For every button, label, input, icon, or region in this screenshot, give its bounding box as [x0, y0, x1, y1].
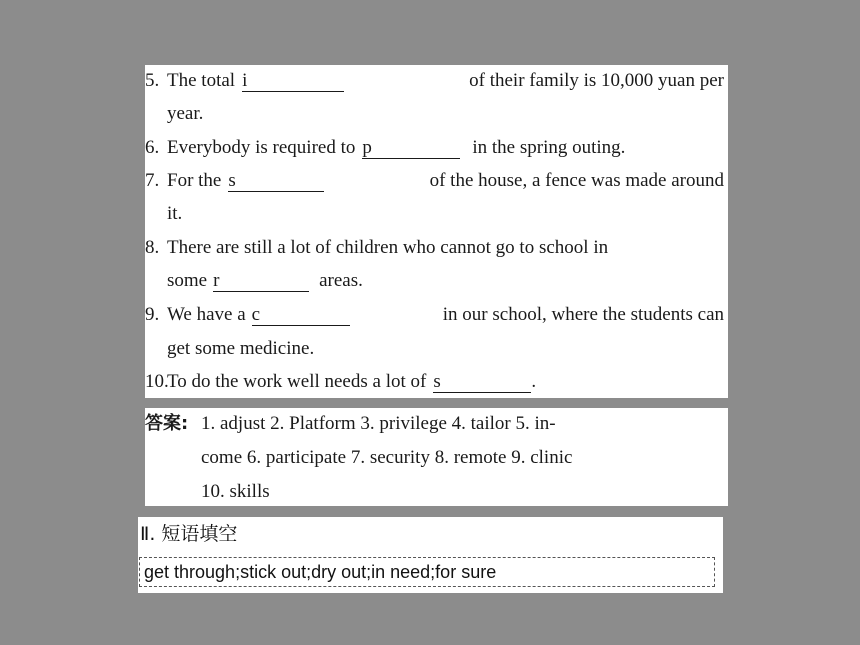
fill-blank[interactable]: c [252, 305, 350, 326]
answers-panel [145, 408, 728, 506]
fill-blank[interactable]: r [213, 271, 309, 292]
question-text: some [167, 270, 208, 291]
question-text: areas. [319, 270, 363, 291]
question-text: There are still a lot of children who cannot go to school in [167, 237, 609, 258]
section-title: Ⅱ. 短语填空 [140, 523, 238, 545]
question-text: in the spring outing. [472, 137, 626, 158]
question-text: Everybody is required to [167, 137, 356, 158]
answer-label: 答案: [145, 413, 189, 434]
fill-blank[interactable]: i [242, 71, 344, 92]
answer-line-2: come 6. participate 7. security 8. remote 9. clinic [201, 447, 573, 468]
phrase-list-box: get through;stick out;dry out;in need;for sure [139, 557, 715, 587]
question-number: 6. [145, 137, 160, 158]
question-text: To do the work well needs a lot of [167, 371, 427, 392]
question-text: of their family is 10,000 yuan per [469, 70, 724, 91]
questions-panel [145, 65, 728, 398]
question-text: get some medicine. [167, 338, 315, 359]
question-text: We have a [167, 304, 246, 325]
question-text: For the [167, 170, 222, 191]
question-text: . [531, 371, 537, 392]
question-number: 10. [145, 371, 169, 392]
answer-line-3: 10. skills [201, 481, 270, 502]
fill-blank[interactable]: s [228, 171, 324, 192]
question-number: 9. [145, 304, 160, 325]
question-number: 7. [145, 170, 160, 191]
question-number: 8. [145, 237, 160, 258]
question-text: year. [167, 103, 204, 124]
question-number: 5. [145, 70, 160, 91]
question-text: The total [167, 70, 236, 91]
fill-blank[interactable]: s [433, 372, 531, 393]
fill-blank[interactable]: p [362, 138, 460, 159]
question-text: in our school, where the students can [442, 304, 724, 325]
phrase-fill-panel [138, 517, 723, 593]
question-text: of the house, a fence was made around [429, 170, 724, 191]
answer-line-1: 1. adjust 2. Platform 3. privilege 4. tailor 5. in- [201, 413, 556, 434]
question-text: it. [167, 203, 183, 224]
